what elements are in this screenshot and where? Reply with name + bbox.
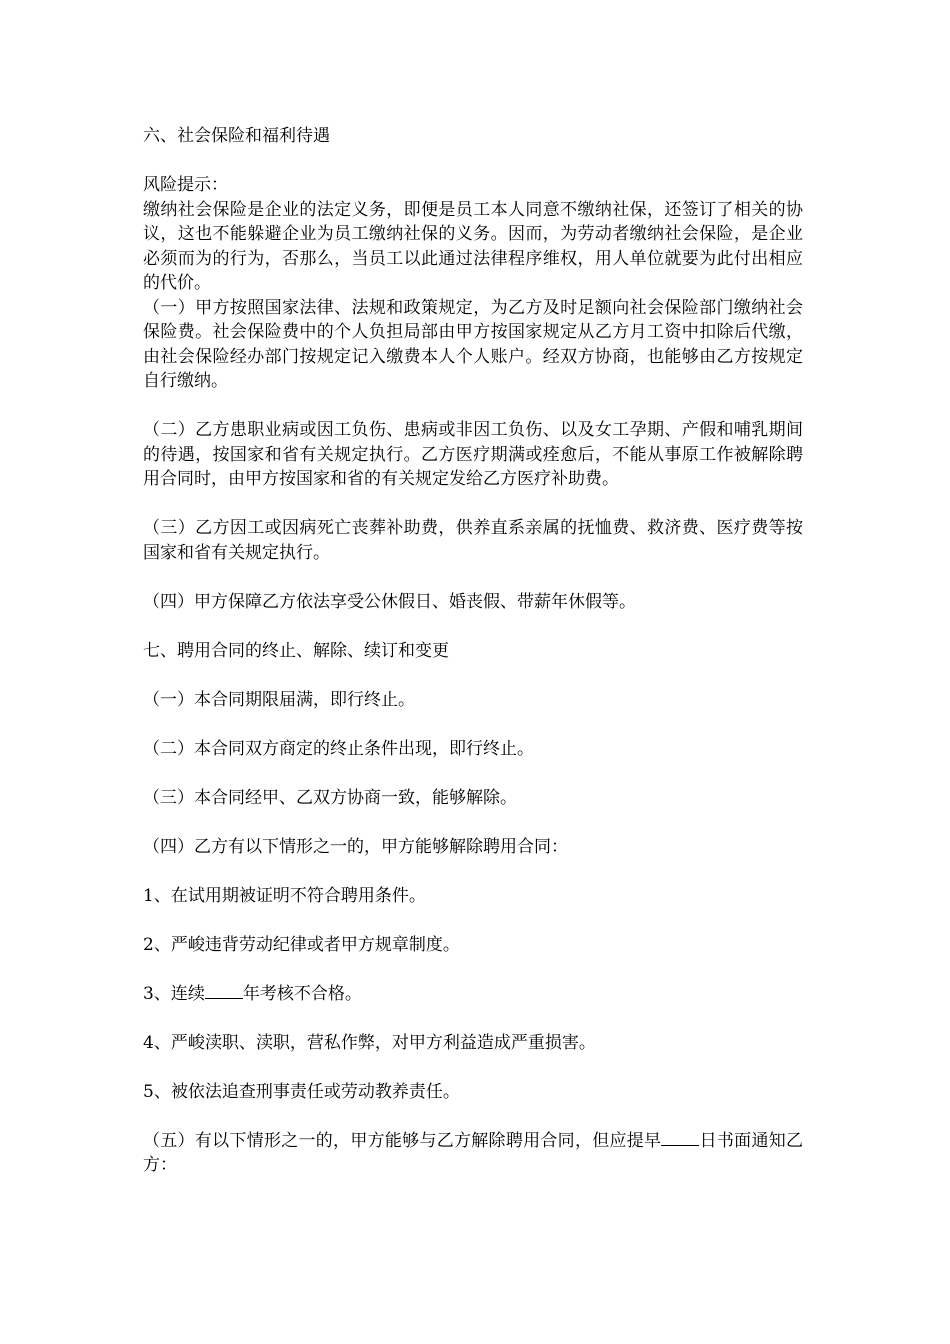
clause-7-5-before: （五）有以下情形之一的，甲方能够与乙方解除聘用合同，但应提早 (143, 1130, 662, 1151)
clause-7-5-after: 日书面通知乙方： (143, 1130, 804, 1175)
sub-item-3-before: 3、连续 (143, 983, 205, 1004)
sub-item-1: 1、在试用期被证明不符合聘用条件。 (143, 885, 426, 906)
document-page (143, 124, 803, 1178)
clause-7-1: （一）本合同期限届满，即行终止。 (143, 689, 415, 710)
clause-6-1: （一）甲方按照国家法律、法规和政策规定，为乙方及时足额向社会保险部门缴纳社会保险费。社会保险费中的个人负担局部由甲方按国家规定从乙方月工资中扣除后代缴，由社会保险经办部门按规定记入缴费本人个人账户。经双方协商，也能够由乙方按规定自行缴纳。 (143, 297, 803, 391)
risk-label: 风险提示： (143, 175, 228, 195)
clause-7-2: （二）本合同双方商定的终止条件出现，即行终止。 (143, 738, 534, 759)
blank-line (661, 1129, 699, 1146)
clause-6-2: （二）乙方患职业病或因工负伤、患病或非因工负伤、以及女工孕期、产假和哺乳期间的待遇，按国家和省有关规定执行。乙方医疗期满或痊愈后，不能从事原工作被解除聘用合同时，由甲方按国家和省的有关规定发给乙方医疗补助费。 (143, 420, 803, 489)
sub-item-3 (143, 982, 803, 1007)
sub-item-2: 2、严峻违背劳动纪律或者甲方规章制度。 (143, 934, 460, 955)
clause-7-3: （三）本合同经甲、乙双方协商一致，能够解除。 (143, 787, 517, 808)
sub-item-5: 5、被依法追查刑事责任或劳动教养责任。 (143, 1081, 460, 1102)
clause-7-4: （四）乙方有以下情形之一的，甲方能够解除聘用合同： (143, 836, 568, 857)
sub-item-4: 4、严峻渎职、渎职，营私作弊，对甲方利益造成严重损害。 (143, 1032, 596, 1053)
section-6-heading: 六、社会保险和福利待遇 (143, 126, 330, 146)
blank-line (205, 982, 243, 999)
clause-6-4: （四）甲方保障乙方依法享受公休假日、婚丧假、带薪年休假等。 (143, 591, 636, 612)
sub-item-3-after: 年考核不合格。 (242, 983, 362, 1004)
section-7-heading: 七、聘用合同的终止、解除、续订和变更 (143, 640, 449, 661)
clause-6-3: （三）乙方因工或因病死亡丧葬补助费，供养直系亲属的抚恤费、救济费、医疗费等按国家和省有关规定执行。 (143, 518, 803, 563)
risk-text: 缴纳社会保险是企业的法定义务，即便是员工本人同意不缴纳社保，还签订了相关的协议，这也不能躲避企业为员工缴纳社保的义务。因而，为劳动者缴纳社会保险，是企业必须而为的行为，否那么，当员工以此通过法律程序维权，用人单位就要为此付出相应的代价。 (143, 199, 803, 293)
clause-7-5 (143, 1129, 803, 1178)
